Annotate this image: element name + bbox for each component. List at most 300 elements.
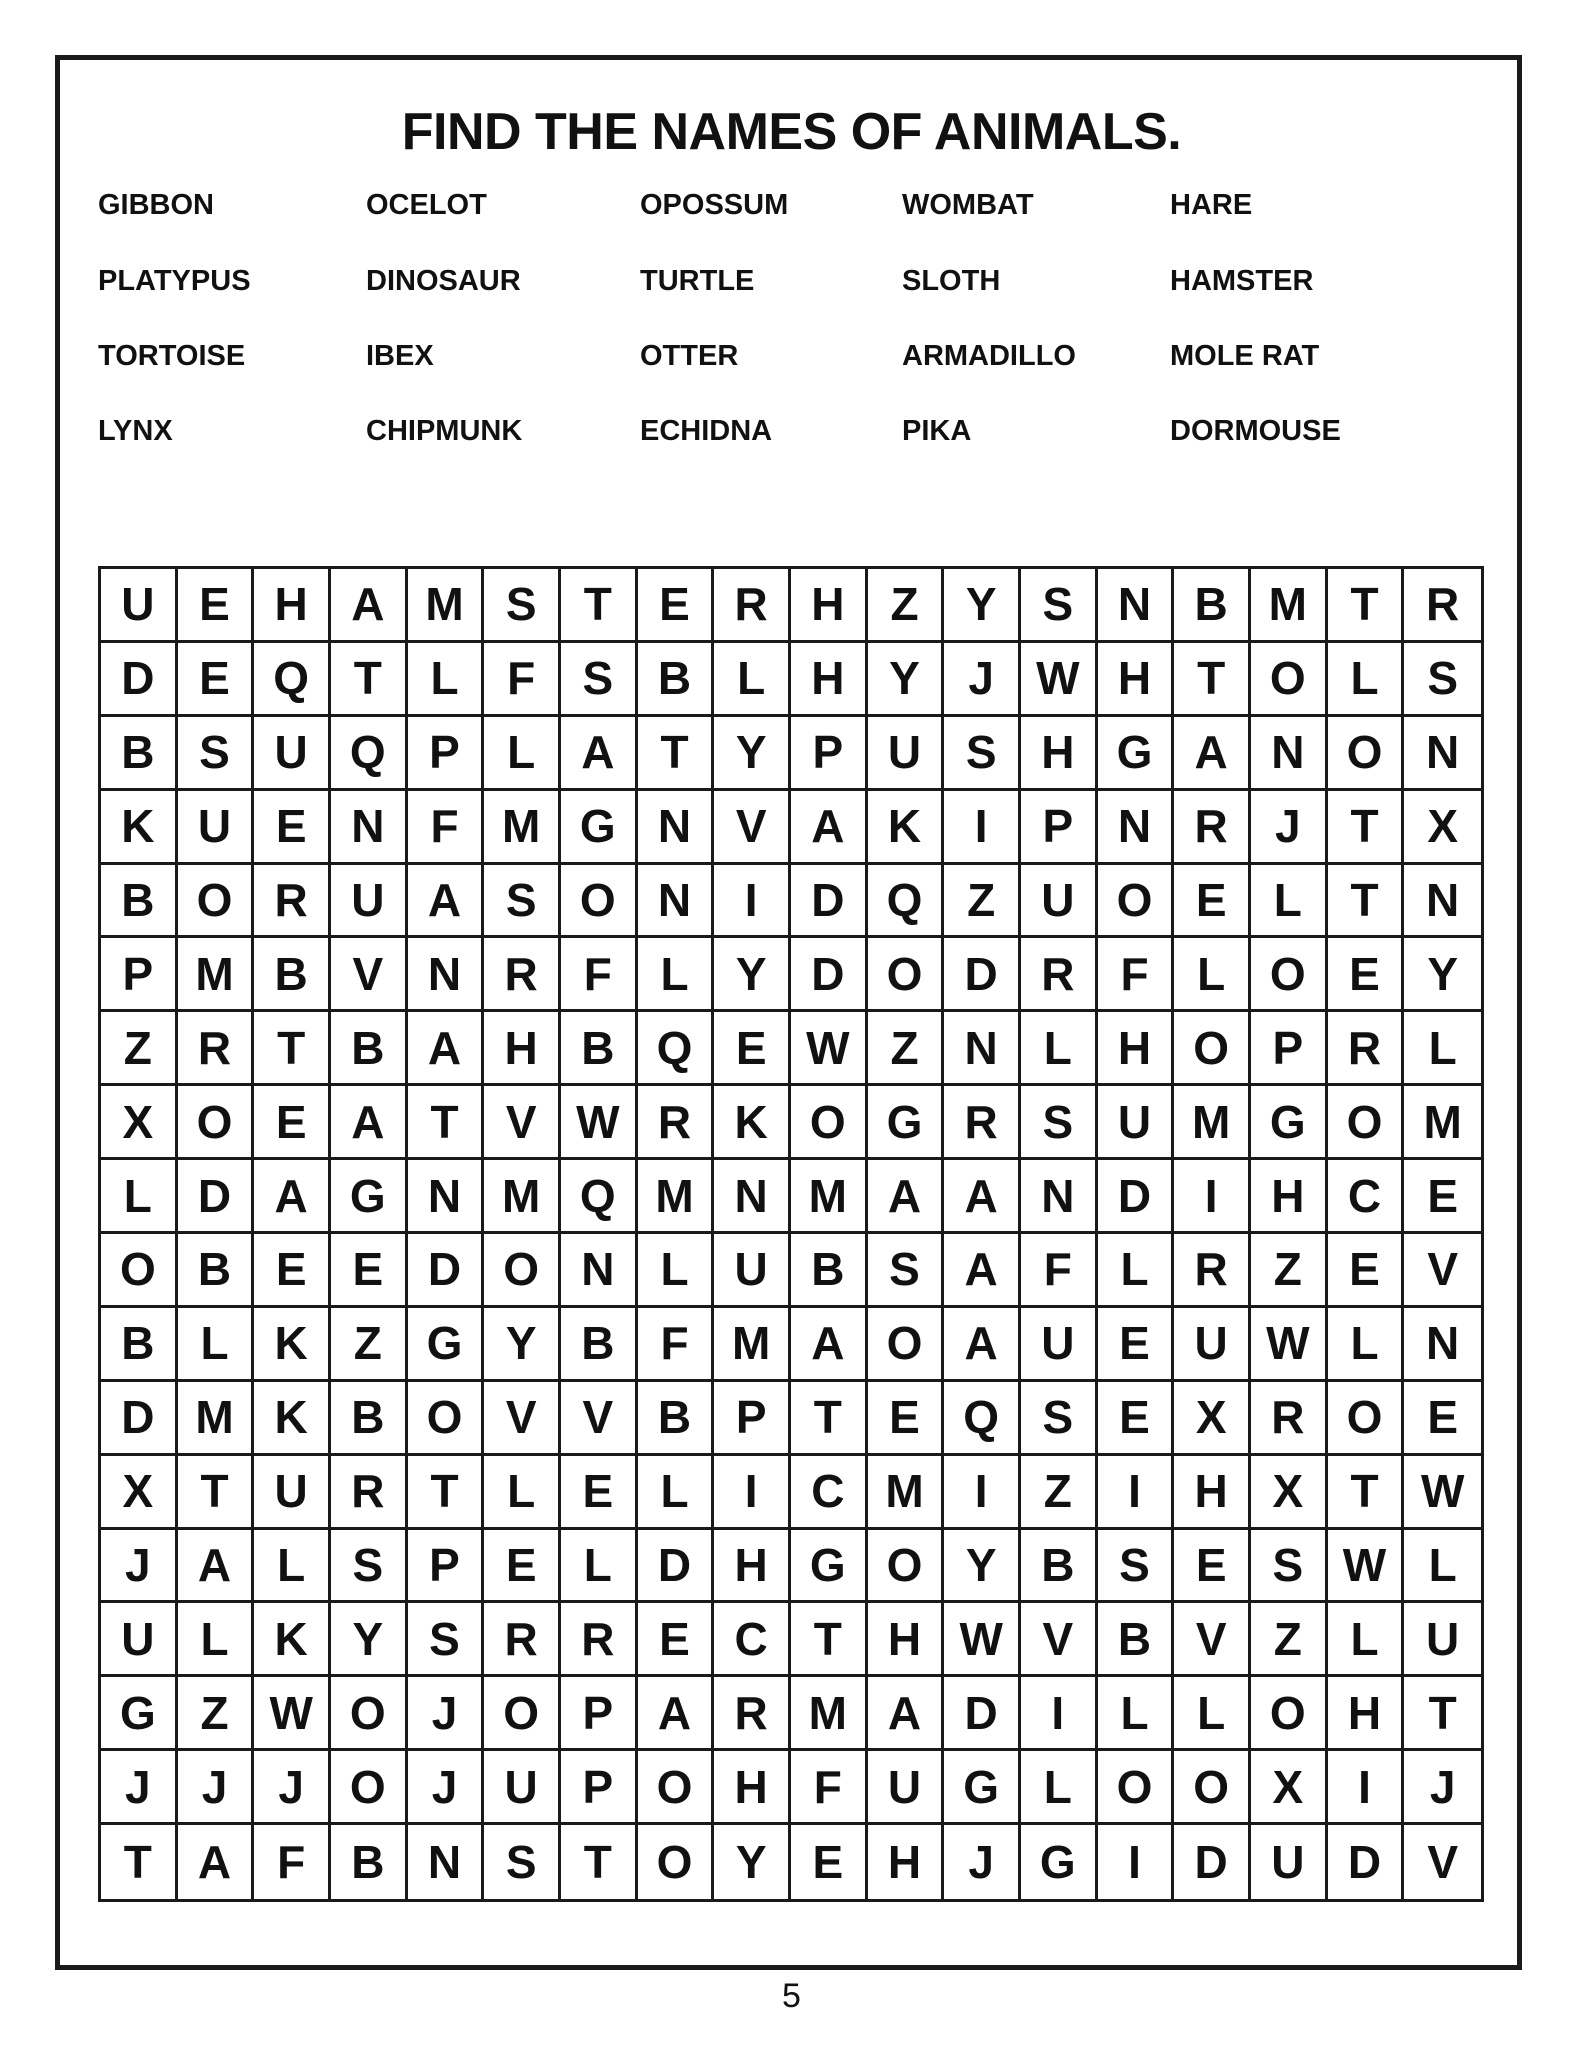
grid-cell: O	[638, 1825, 715, 1899]
grid-cell: Q	[944, 1382, 1021, 1456]
grid-cell: Q	[561, 1160, 638, 1234]
word-list-item: LYNX	[98, 415, 173, 447]
grid-cell: U	[1021, 865, 1098, 939]
grid-cell: D	[101, 1382, 178, 1456]
grid-cell: F	[1021, 1234, 1098, 1308]
grid-cell: E	[1328, 1234, 1405, 1308]
grid-cell: T	[1328, 1456, 1405, 1530]
grid-cell: I	[1174, 1160, 1251, 1234]
grid-cell: O	[1328, 1086, 1405, 1160]
grid-cell: H	[254, 569, 331, 643]
grid-cell: I	[714, 865, 791, 939]
grid-cell: F	[561, 938, 638, 1012]
grid-cell: L	[1328, 643, 1405, 717]
grid-cell: U	[1174, 1308, 1251, 1382]
grid-cell: N	[408, 1825, 485, 1899]
grid-cell: B	[638, 643, 715, 717]
grid-cell: H	[1098, 643, 1175, 717]
grid-cell: W	[1251, 1308, 1328, 1382]
grid-cell: R	[1021, 938, 1098, 1012]
word-list	[98, 188, 1498, 478]
grid-cell: W	[254, 1677, 331, 1751]
grid-cell: H	[714, 1751, 791, 1825]
grid-cell: Y	[331, 1603, 408, 1677]
grid-cell: U	[714, 1234, 791, 1308]
grid-cell: L	[1174, 1677, 1251, 1751]
grid-cell: M	[178, 1382, 255, 1456]
grid-cell: T	[1328, 791, 1405, 865]
word-list-item: OTTER	[640, 340, 739, 372]
grid-cell: N	[408, 1160, 485, 1234]
grid-cell: R	[331, 1456, 408, 1530]
grid-cell: S	[1021, 569, 1098, 643]
grid-cell: H	[868, 1603, 945, 1677]
grid-cell: M	[408, 569, 485, 643]
grid-cell: R	[1251, 1382, 1328, 1456]
grid-cell: U	[1404, 1603, 1481, 1677]
grid-cell: O	[1328, 717, 1405, 791]
grid-cell: Q	[638, 1012, 715, 1086]
grid-cell: L	[1021, 1012, 1098, 1086]
grid-cell: W	[1328, 1530, 1405, 1604]
grid-cell: K	[254, 1308, 331, 1382]
grid-cell: C	[714, 1603, 791, 1677]
grid-cell: R	[1174, 1234, 1251, 1308]
grid-cell: Y	[714, 1825, 791, 1899]
grid-cell: L	[178, 1603, 255, 1677]
grid-cell: E	[1098, 1308, 1175, 1382]
grid-cell: U	[101, 569, 178, 643]
grid-cell: V	[484, 1086, 561, 1160]
grid-cell: E	[638, 1603, 715, 1677]
grid-cell: O	[408, 1382, 485, 1456]
grid-cell: S	[484, 1825, 561, 1899]
grid-cell: J	[944, 1825, 1021, 1899]
grid-cell: U	[1251, 1825, 1328, 1899]
grid-cell: R	[944, 1086, 1021, 1160]
grid-cell: A	[178, 1530, 255, 1604]
grid-cell: A	[791, 791, 868, 865]
grid-cell: P	[561, 1677, 638, 1751]
grid-cell: N	[1404, 717, 1481, 791]
grid-cell: J	[101, 1530, 178, 1604]
word-list-item: GIBBON	[98, 189, 214, 221]
grid-cell: O	[331, 1751, 408, 1825]
grid-cell: P	[101, 938, 178, 1012]
grid-cell: D	[638, 1530, 715, 1604]
grid-cell: P	[714, 1382, 791, 1456]
grid-cell: T	[1404, 1677, 1481, 1751]
grid-cell: P	[1021, 791, 1098, 865]
grid-cell: D	[178, 1160, 255, 1234]
grid-cell: O	[638, 1751, 715, 1825]
grid-cell: T	[254, 1012, 331, 1086]
grid-cell: D	[408, 1234, 485, 1308]
grid-cell: G	[408, 1308, 485, 1382]
grid-cell: B	[561, 1012, 638, 1086]
grid-cell: K	[254, 1603, 331, 1677]
grid-cell: G	[868, 1086, 945, 1160]
word-list-item: TORTOISE	[98, 340, 246, 372]
grid-cell: U	[101, 1603, 178, 1677]
grid-cell: I	[714, 1456, 791, 1530]
grid-cell: J	[408, 1677, 485, 1751]
grid-cell: J	[101, 1751, 178, 1825]
grid-cell: B	[331, 1382, 408, 1456]
grid-cell: V	[561, 1382, 638, 1456]
grid-cell: S	[484, 865, 561, 939]
grid-cell: T	[1328, 865, 1405, 939]
grid-cell: N	[1098, 791, 1175, 865]
grid-cell: U	[254, 717, 331, 791]
grid-cell: V	[1427, 1836, 1458, 1889]
grid-cell: U	[178, 791, 255, 865]
grid-cell: J	[408, 1751, 485, 1825]
grid-cell: N	[1404, 1308, 1481, 1382]
grid-cell: P	[791, 717, 868, 791]
grid-cell: O	[1174, 1012, 1251, 1086]
grid-cell: D	[944, 1677, 1021, 1751]
grid-cell: F	[484, 643, 561, 717]
grid-cell: R	[178, 1012, 255, 1086]
grid-cell: R	[714, 1677, 791, 1751]
grid-cell: W	[561, 1086, 638, 1160]
grid-cell: I	[1098, 1456, 1175, 1530]
grid-cell: G	[1251, 1086, 1328, 1160]
grid-cell: M	[791, 1160, 868, 1234]
grid-cell: Y	[714, 717, 791, 791]
grid-cell: N	[561, 1234, 638, 1308]
grid-cell: Q	[331, 717, 408, 791]
grid-cell: A	[868, 1677, 945, 1751]
grid-cell: D	[791, 865, 868, 939]
grid-cell: T	[408, 1086, 485, 1160]
grid-cell: S	[1404, 643, 1481, 717]
grid-cell: V	[1404, 1234, 1481, 1308]
grid-cell: E	[868, 1382, 945, 1456]
grid-cell: K	[868, 791, 945, 865]
grid-cell: B	[101, 865, 178, 939]
grid-cell: O	[178, 1086, 255, 1160]
grid-cell: U	[1098, 1086, 1175, 1160]
grid-cell: B	[1174, 569, 1251, 643]
grid-cell: P	[1251, 1012, 1328, 1086]
grid-cell: G	[791, 1530, 868, 1604]
grid-cell: M	[484, 1160, 561, 1234]
word-list-item: OCELOT	[366, 189, 487, 221]
grid-cell: L	[638, 938, 715, 1012]
grid-cell: G	[944, 1751, 1021, 1825]
grid-cell: N	[1404, 865, 1481, 939]
grid-cell: X	[101, 1086, 178, 1160]
word-list-item: MOLE RAT	[1170, 340, 1320, 372]
grid-cell: B	[178, 1234, 255, 1308]
grid-cell: O	[791, 1086, 868, 1160]
grid-cell: L	[101, 1160, 178, 1234]
grid-cell: S	[944, 717, 1021, 791]
grid-cell: H	[791, 569, 868, 643]
grid-cell: V	[484, 1382, 561, 1456]
grid-cell: E	[561, 1456, 638, 1530]
word-list-item: CHIPMUNK	[366, 415, 523, 447]
grid-cell: S	[868, 1234, 945, 1308]
grid-cell: K	[714, 1086, 791, 1160]
grid-cell: H	[1098, 1012, 1175, 1086]
grid-cell: E	[178, 643, 255, 717]
grid-cell: N	[331, 791, 408, 865]
grid-cell: J	[1404, 1751, 1481, 1825]
grid-cell: F	[638, 1308, 715, 1382]
grid-cell: L	[484, 1456, 561, 1530]
grid-cell: H	[484, 1012, 561, 1086]
grid-cell: N	[714, 1160, 791, 1234]
grid-cell: M	[484, 791, 561, 865]
grid-cell: G	[331, 1160, 408, 1234]
grid-cell: D	[1098, 1160, 1175, 1234]
grid-cell: V	[331, 938, 408, 1012]
grid-cell: C	[791, 1456, 868, 1530]
grid-cell: Z	[101, 1012, 178, 1086]
grid-cell: T	[561, 569, 638, 643]
grid-cell: V	[1174, 1603, 1251, 1677]
grid-cell: T	[1328, 569, 1405, 643]
grid-cell: O	[484, 1677, 561, 1751]
grid-cell: V	[1021, 1603, 1098, 1677]
grid-cell: S	[408, 1603, 485, 1677]
grid-cell: H	[714, 1530, 791, 1604]
grid-cell: P	[408, 717, 485, 791]
grid-cell: Z	[1251, 1603, 1328, 1677]
grid-cell: Z	[1021, 1456, 1098, 1530]
grid-cell: O	[1174, 1751, 1251, 1825]
grid-cell: X	[1251, 1456, 1328, 1530]
grid-cell: G	[1098, 717, 1175, 791]
grid-cell: L	[638, 1234, 715, 1308]
grid-cell: L	[408, 643, 485, 717]
grid-cell: P	[408, 1530, 485, 1604]
grid-cell: Y	[714, 938, 791, 1012]
grid-cell: F	[408, 791, 485, 865]
grid-cell: D	[791, 938, 868, 1012]
grid-cell: T	[331, 643, 408, 717]
grid-cell: A	[408, 1012, 485, 1086]
grid-cell: G	[101, 1677, 178, 1751]
grid-cell: M	[868, 1456, 945, 1530]
grid-cell: A	[791, 1308, 868, 1382]
grid-cell: S	[1021, 1382, 1098, 1456]
word-list-item: PLATYPUS	[98, 265, 251, 297]
grid-cell: S	[1098, 1530, 1175, 1604]
grid-cell: B	[331, 1012, 408, 1086]
grid-cell: T	[791, 1603, 868, 1677]
grid-cell: I	[1328, 1751, 1405, 1825]
grid-cell: E	[254, 791, 331, 865]
grid-cell: B	[1021, 1530, 1098, 1604]
grid-cell: H	[1328, 1677, 1405, 1751]
grid-cell: M	[178, 938, 255, 1012]
word-list-item: OPOSSUM	[640, 189, 789, 221]
grid-cell: L	[1404, 1012, 1481, 1086]
grid-cell: S	[178, 717, 255, 791]
grid-cell: B	[638, 1382, 715, 1456]
word-list-item: SLOTH	[902, 265, 1001, 297]
grid-cell: U	[1021, 1308, 1098, 1382]
grid-cell: Z	[944, 865, 1021, 939]
grid-cell: B	[101, 1308, 178, 1382]
grid-cell: R	[638, 1086, 715, 1160]
grid-cell: S	[1251, 1530, 1328, 1604]
grid-cell: A	[944, 1160, 1021, 1234]
grid-cell: E	[638, 569, 715, 643]
grid-cell: B	[1098, 1603, 1175, 1677]
grid-cell: E	[791, 1825, 868, 1899]
grid-cell: L	[1251, 865, 1328, 939]
grid-cell: A	[178, 1825, 255, 1899]
grid-cell: E	[254, 1086, 331, 1160]
grid-cell: X	[1174, 1382, 1251, 1456]
grid-cell: A	[331, 1086, 408, 1160]
grid-cell: O	[1098, 1751, 1175, 1825]
grid-cell: S	[561, 643, 638, 717]
grid-cell: O	[1098, 865, 1175, 939]
grid-cell: L	[254, 1530, 331, 1604]
grid-cell: E	[1328, 938, 1405, 1012]
grid-cell: D	[1328, 1825, 1405, 1899]
grid-cell: Z	[868, 1012, 945, 1086]
grid-cell: A	[944, 1308, 1021, 1382]
grid-cell: Z	[178, 1677, 255, 1751]
word-list-item: IBEX	[366, 340, 434, 372]
grid-cell: A	[638, 1677, 715, 1751]
grid-cell: F	[1098, 938, 1175, 1012]
grid-cell: N	[638, 865, 715, 939]
word-list-item: WOMBAT	[902, 189, 1034, 221]
grid-cell: R	[254, 865, 331, 939]
grid-cell: O	[868, 938, 945, 1012]
word-list-item: HARE	[1170, 189, 1253, 221]
grid-cell: I	[944, 791, 1021, 865]
grid-cell: K	[254, 1382, 331, 1456]
grid-cell: Y	[868, 643, 945, 717]
grid-cell: R	[1174, 791, 1251, 865]
grid-cell: L	[1098, 1234, 1175, 1308]
grid-cell: D	[1174, 1825, 1251, 1899]
grid-cell: O	[101, 1234, 178, 1308]
grid-cell: R	[484, 1603, 561, 1677]
grid-cell: P	[561, 1751, 638, 1825]
grid-cell: E	[1174, 1530, 1251, 1604]
grid-cell: O	[1328, 1382, 1405, 1456]
grid-cell: M	[638, 1160, 715, 1234]
grid-cell: N	[1251, 717, 1328, 791]
grid-cell: L	[714, 643, 791, 717]
grid-cell: C	[1328, 1160, 1405, 1234]
grid-cell: X	[1251, 1751, 1328, 1825]
grid-cell: H	[868, 1825, 945, 1899]
grid-cell: L	[484, 717, 561, 791]
grid-cell: M	[1251, 569, 1328, 643]
grid-cell: A	[944, 1234, 1021, 1308]
grid-cell: W	[944, 1603, 1021, 1677]
grid-cell: T	[791, 1382, 868, 1456]
grid-cell: W	[1404, 1456, 1481, 1530]
grid-cell: L	[561, 1530, 638, 1604]
grid-cell: H	[791, 643, 868, 717]
grid-cell: M	[1404, 1086, 1481, 1160]
grid-cell: L	[1328, 1308, 1405, 1382]
grid-cell: H	[1251, 1160, 1328, 1234]
grid-cell: I	[1098, 1825, 1175, 1899]
grid-cell: T	[408, 1456, 485, 1530]
grid-cell: H	[1174, 1456, 1251, 1530]
grid-cell: O	[868, 1308, 945, 1382]
word-list-item: DINOSAUR	[366, 265, 521, 297]
grid-cell: O	[484, 1234, 561, 1308]
grid-cell: E	[178, 569, 255, 643]
grid-cell: O	[1251, 1677, 1328, 1751]
grid-cell: R	[1328, 1012, 1405, 1086]
grid-cell: Y	[484, 1308, 561, 1382]
letter-grid	[98, 566, 1484, 1902]
grid-cell: N	[1021, 1160, 1098, 1234]
grid-cell: N	[1098, 569, 1175, 643]
grid-cell: R	[561, 1603, 638, 1677]
grid-cell: L	[1328, 1603, 1405, 1677]
grid-cell: E	[1404, 1382, 1481, 1456]
grid-cell: U	[484, 1751, 561, 1825]
grid-cell: N	[408, 938, 485, 1012]
grid-cell: G	[1021, 1825, 1098, 1899]
grid-cell: J	[1251, 791, 1328, 865]
grid-cell: U	[331, 865, 408, 939]
grid-cell: T	[561, 1825, 638, 1899]
grid-cell: A	[1174, 717, 1251, 791]
grid-cell: Z	[331, 1308, 408, 1382]
grid-cell: S	[1021, 1086, 1098, 1160]
grid-cell: L	[1021, 1751, 1098, 1825]
grid-cell: Y	[944, 1530, 1021, 1604]
grid-cell: M	[791, 1677, 868, 1751]
page-number: 5	[782, 1977, 801, 2015]
grid-cell: R	[714, 569, 791, 643]
grid-cell: F	[254, 1825, 331, 1899]
grid-cell: A	[331, 569, 408, 643]
grid-cell: Z	[868, 569, 945, 643]
grid-cell: E	[1098, 1382, 1175, 1456]
word-list-item: ARMADILLO	[902, 340, 1076, 372]
word-list-item: HAMSTER	[1170, 265, 1314, 297]
grid-cell: O	[1251, 643, 1328, 717]
grid-cell: Q	[254, 643, 331, 717]
grid-cell: A	[561, 717, 638, 791]
grid-cell: D	[101, 643, 178, 717]
grid-cell: U	[254, 1456, 331, 1530]
word-list-item: ECHIDNA	[640, 415, 773, 447]
grid-cell: B	[331, 1825, 408, 1899]
grid-cell: L	[1404, 1530, 1481, 1604]
grid-cell: L	[1174, 938, 1251, 1012]
grid-cell: X	[101, 1456, 178, 1530]
grid-cell: L	[178, 1308, 255, 1382]
grid-cell: B	[561, 1308, 638, 1382]
grid-cell: D	[944, 938, 1021, 1012]
grid-cell: L	[638, 1456, 715, 1530]
grid-cell: O	[331, 1677, 408, 1751]
grid-cell: M	[714, 1308, 791, 1382]
grid-cell: B	[791, 1234, 868, 1308]
grid-cell: J	[254, 1751, 331, 1825]
grid-cell: G	[561, 791, 638, 865]
